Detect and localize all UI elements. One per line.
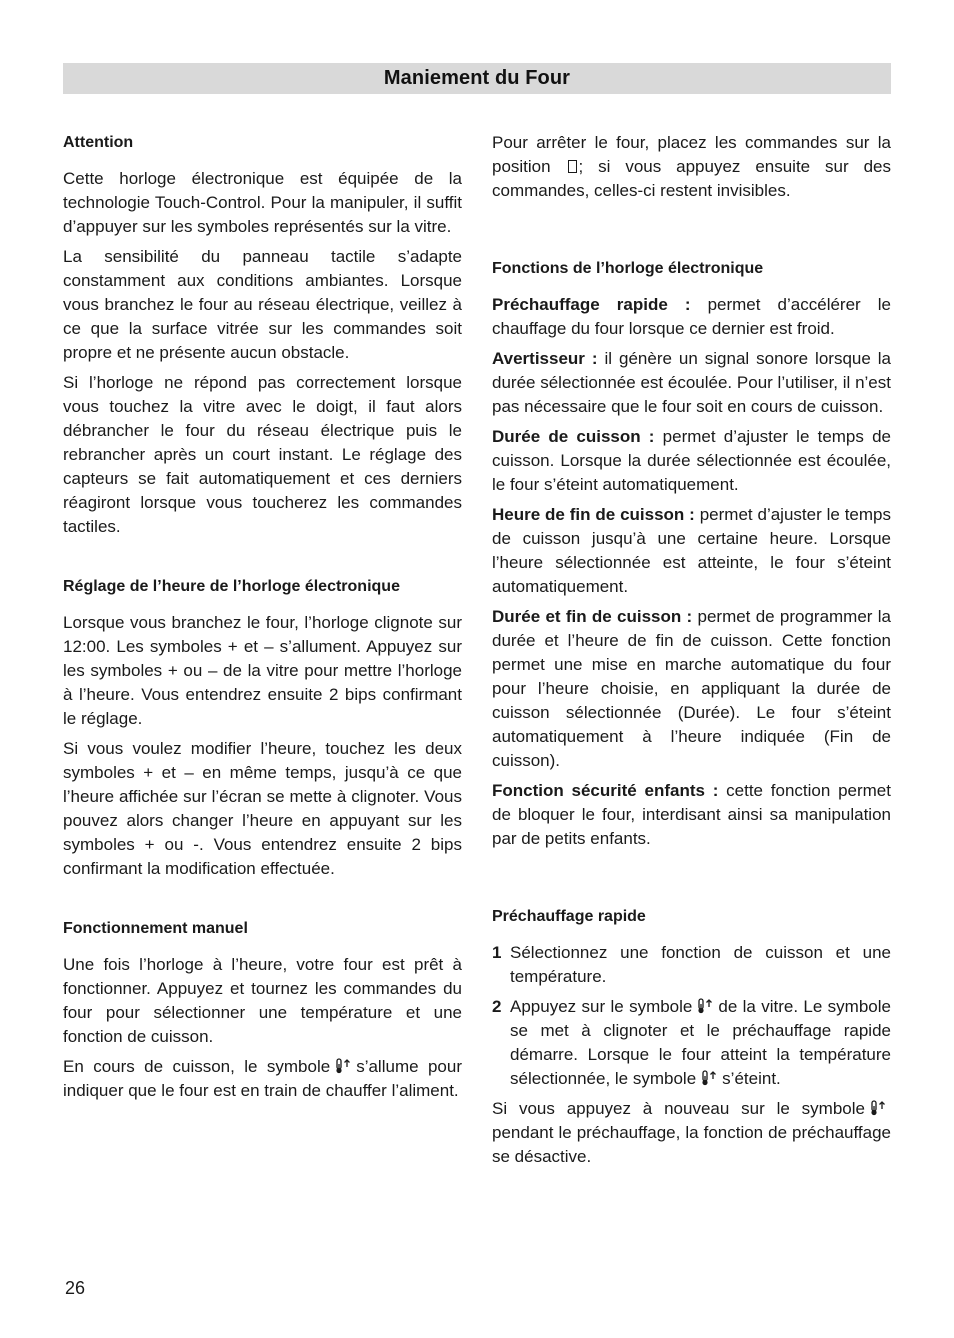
step-number: 1 (492, 943, 502, 962)
step-item (492, 941, 891, 989)
function-item: Heure de fin de cuisson : permet d’ajuster le temps de cuisson jusqu’à une certaine heure. Lorsque l’heure sélectionnée est atteinte, le four s’éteint automatiquement. (492, 505, 891, 596)
paragraph: Si vous appuyez à nouveau sur le symbolependant le préchauffage, la fonction de préchauffage se désactive. (492, 1099, 891, 1166)
function-item: Fonction sécurité enfants : cette fonction permet de bloquer le four, interdisant ainsi sa manipulation par de petits enfants. (492, 781, 891, 848)
heading-fonctions: Fonctions de l’horloge électronique (492, 260, 764, 277)
heading-attention: Attention (63, 134, 134, 151)
heading-reglage-heure: Réglage de l’heure de l’horloge électronique (63, 578, 400, 595)
page-number: 26 (65, 1278, 86, 1298)
right-column (492, 131, 891, 1175)
zero-position-icon (568, 160, 577, 173)
left-column (63, 131, 462, 1109)
step-number: 2 (492, 997, 502, 1016)
thermometer-up-icon (700, 1070, 718, 1086)
paragraph: Lorsque vous branchez le four, l’horloge clignote sur 12:00. Les symboles + et – s’allument. Appuyez sur les symboles + ou – de la vitre pour mettre l’horloge à l’heure. Vous entendrez ensuite 2 bips confirmant le réglage. (63, 613, 462, 728)
step-text: Appuyez sur le symbole de la vitre. Le symbole se met à clignoter et le préchauffage rapide démarre. Lorsque le four atteint la température sélectionnée, le symbole s’éteint. (510, 997, 891, 1088)
thermometer-up-icon (869, 1100, 887, 1116)
paragraph: La sensibilité du panneau tactile s’adapte constamment aux conditions ambiantes. Lorsque vous branchez le four au réseau électrique, veillez à ce que la surface vitrée sur les commandes soit propre et ne présente aucun obstacle. (63, 247, 462, 362)
thermometer-up-icon (334, 1058, 352, 1074)
paragraph: Pour arrêter le four, placez les commandes sur la position ; si vous appuyez ensuite sur des commandes, celles-ci restent invisibles. (492, 133, 891, 200)
paragraph: En cours de cuisson, le symbole s’allume pour indiquer que le four est en train de chauffer l’aliment. (63, 1057, 462, 1100)
thermometer-up-icon (696, 998, 714, 1014)
section-header (63, 63, 891, 94)
paragraph: Cette horloge électronique est équipée de la technologie Touch-Control. Pour la manipuler, il suffit d’appuyer sur les symboles représentés sur la vitre. (63, 169, 462, 236)
heading-fonctionnement-manuel: Fonctionnement manuel (63, 920, 248, 937)
function-item: Préchauffage rapide : permet d’accélérer le chauffage du four lorsque ce dernier est froid. (492, 295, 891, 338)
function-item: Durée et fin de cuisson : permet de programmer la durée et l’heure de fin de cuisson. Cette fonction permet une mise en marche automatique du four pour l’heure choisie, en appliquant la durée de cuisson sélectionnée (Durée). Le four s’éteint automatiquement à l’heure indiquée (Fin de cuisson). (492, 607, 891, 770)
function-item: Durée de cuisson : permet d’ajuster le temps de cuisson. Lorsque la durée sélectionnée est écoulée, le four s’éteint automatiquement. (492, 427, 891, 494)
step-text: Sélectionnez une fonction de cuisson et une température. (510, 943, 891, 986)
paragraph: Si vous voulez modifier l’heure, touchez les deux symboles + et – en même temps, jusqu’à ce que l’heure affichée sur l’écran se mette à clignoter. Vous pouvez alors changer l’heure en appuyant sur les symboles + ou -. Vous entendrez ensuite 2 bips confirmant la modification effectuée. (63, 739, 462, 878)
paragraph: Si l’horloge ne répond pas correctement lorsque vous touchez la vitre avec le doigt, il faut alors débrancher le four du réseau électrique puis le rebrancher après un court instant. Le réglage des capteurs se fait automatiquement et ces derniers réagiront lorsque vous toucherez les commandes tactiles. (63, 373, 462, 536)
page-title: Maniement du Four (383, 67, 571, 89)
function-item: Avertisseur : il génère un signal sonore lorsque la durée sélectionnée est écoulée. Pour l’utiliser, il n’est pas nécessaire que le four soit en cours de cuisson. (492, 349, 891, 416)
heading-prechauffage-rapide: Préchauffage rapide (492, 908, 646, 925)
step-item (492, 995, 891, 1091)
paragraph: Une fois l’horloge à l’heure, votre four est prêt à fonctionner. Appuyez et tournez les commandes du four pour sélectionner une température et une fonction de cuisson. (63, 955, 462, 1046)
